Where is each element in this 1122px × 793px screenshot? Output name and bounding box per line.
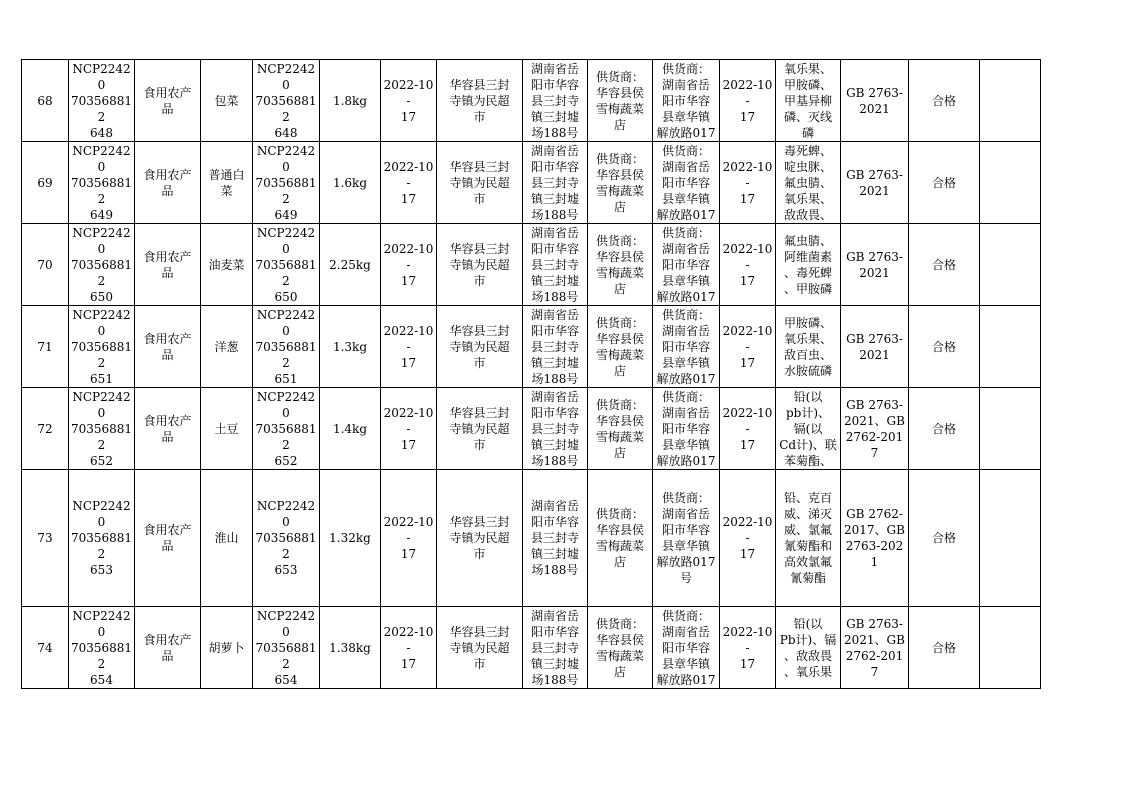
- cell-test-items: [776, 306, 841, 388]
- cell-text-date: 2022-10- 17: [383, 405, 434, 452]
- cell-sample-id: [69, 142, 135, 224]
- cell-text-standard: GB 2763- 2021: [846, 85, 903, 116]
- cell-serial-number: [22, 607, 69, 689]
- cell-production-date: [381, 306, 437, 388]
- cell-text-batch: NCP22420 703568812 652: [255, 389, 317, 468]
- cell-test-result: [909, 60, 980, 142]
- cell-specification: [320, 60, 381, 142]
- cell-text-spec: 2.25kg: [329, 257, 371, 272]
- cell-text-category: 食用农产 品: [143, 249, 192, 280]
- cell-specification: [320, 388, 381, 470]
- cell-specification: [320, 306, 381, 388]
- cell-text-standard: GB 2763- 2021: [846, 331, 903, 362]
- cell-batch-number: [253, 388, 320, 470]
- cell-text-date: 2022-10- 17: [383, 624, 434, 671]
- cell-text-supplier: 供货商： 华容县侯 雪梅蔬菜 店: [595, 233, 644, 296]
- cell-text-entity: 华容县三封 寺镇为民超 市: [449, 241, 510, 288]
- cell-batch-number: [253, 60, 320, 142]
- cell-text-sample-id: NCP22420 703568812 648: [70, 61, 133, 140]
- cell-sampled-entity: [437, 388, 523, 470]
- cell-text-sample-id: NCP22420 703568812 652: [70, 389, 133, 468]
- cell-text-batch: NCP22420 703568812 649: [255, 143, 317, 222]
- cell-text-no: 72: [37, 421, 53, 436]
- cell-text-items: 铅(以 Pb计)、镉 、敌敌畏 、氧乐果: [779, 616, 837, 679]
- cell-batch-number: [253, 142, 320, 224]
- cell-sample-name: [201, 142, 253, 224]
- cell-text-sample-id: NCP22420 703568812 653: [70, 499, 133, 577]
- cell-sampling-date: [720, 388, 776, 470]
- cell-sampled-entity: [437, 60, 523, 142]
- cell-standard: [841, 388, 909, 470]
- cell-sampled-entity: [437, 224, 523, 306]
- cell-text-standard: GB 2763- 2021: [846, 249, 903, 280]
- cell-text-items: 铅(以 pb计)、 镉(以 Cd计)、联 苯菊酯、: [779, 389, 837, 468]
- cell-text-standard: GB 2763- 2021、GB 2762-2017: [844, 397, 905, 460]
- cell-text-supplier-addr: 供货商： 湖南省岳 阳市华容 县章华镇 解放路017: [656, 143, 716, 222]
- table-row: [22, 60, 1041, 142]
- cell-text-supplier: 供货商： 华容县侯 雪梅蔬菜 店: [595, 507, 644, 569]
- cell-text-sample-date: 2022-10- 17: [722, 405, 773, 452]
- cell-text-sample-date: 2022-10- 17: [722, 159, 773, 206]
- cell-text-items: 甲胺磷、 氧乐果、 敌百虫、 水胺硫磷: [783, 315, 832, 378]
- cell-sample-name: [201, 388, 253, 470]
- cell-entity-address: [523, 388, 588, 470]
- cell-sample-id: [69, 224, 135, 306]
- cell-supplier-address: [653, 142, 720, 224]
- cell-text-no: 73: [37, 531, 53, 545]
- cell-text-date: 2022-10- 17: [383, 241, 434, 288]
- cell-sampling-date: [720, 60, 776, 142]
- cell-test-items: [776, 60, 841, 142]
- cell-text-supplier: 供货商： 华容县侯 雪梅蔬菜 店: [595, 616, 644, 679]
- cell-sample-id: [69, 470, 135, 607]
- cell-standard: [841, 224, 909, 306]
- cell-text-date: 2022-10- 17: [383, 77, 434, 124]
- cell-text-date: 2022-10- 17: [383, 159, 434, 206]
- cell-text-name: 洋葱: [214, 339, 239, 354]
- cell-text-spec: 1.4kg: [332, 421, 368, 436]
- cell-text-address: 湖南省岳 阳市华容 县三封寺 镇三封墟 场188号: [530, 143, 579, 222]
- cell-supplier-name: [588, 306, 653, 388]
- cell-sampling-date: [720, 306, 776, 388]
- cell-sampled-entity: [437, 470, 523, 607]
- cell-text-supplier-addr: 供货商： 湖南省岳 阳市华容 县章华镇 解放路017: [656, 608, 716, 687]
- cell-production-date: [381, 60, 437, 142]
- cell-text-entity: 华容县三封 寺镇为民超 市: [449, 405, 510, 452]
- cell-text-supplier-addr: 供货商： 湖南省岳 阳市华容 县章华镇 解放路017: [656, 389, 716, 468]
- cell-food-category: [135, 142, 201, 224]
- cell-sample-id: [69, 60, 135, 142]
- cell-production-date: [381, 470, 437, 607]
- table-row: [22, 142, 1041, 224]
- cell-sample-name: [201, 607, 253, 689]
- cell-text-supplier: 供货商： 华容县侯 雪梅蔬菜 店: [595, 315, 644, 378]
- cell-serial-number: [22, 388, 69, 470]
- cell-test-items: [776, 470, 841, 607]
- cell-text-spec: 1.8kg: [332, 93, 368, 108]
- cell-sample-id: [69, 306, 135, 388]
- cell-text-items: 毒死蜱、 啶虫脒、 氟虫腈、 氧乐果、 敌敌畏、: [783, 143, 832, 222]
- cell-supplier-name: [588, 388, 653, 470]
- cell-text-no: 70: [37, 257, 53, 272]
- cell-serial-number: [22, 306, 69, 388]
- table-row: [22, 388, 1041, 470]
- cell-supplier-name: [588, 224, 653, 306]
- cell-text-no: 69: [37, 175, 53, 190]
- cell-text-date: 2022-10- 17: [383, 515, 434, 561]
- cell-test-result: [909, 388, 980, 470]
- cell-text-address: 湖南省岳 阳市华容 县三封寺 镇三封墟 场188号: [530, 225, 579, 304]
- cell-text-batch: NCP22420 703568812 653: [255, 499, 317, 577]
- cell-text-address: 湖南省岳 阳市华容 县三封寺 镇三封墟 场188号: [530, 389, 579, 468]
- cell-sample-name: [201, 60, 253, 142]
- cell-text-sample-date: 2022-10- 17: [722, 241, 773, 288]
- cell-text-batch: NCP22420 703568812 648: [255, 61, 317, 140]
- cell-remark: [980, 470, 1041, 607]
- cell-serial-number: [22, 142, 69, 224]
- cell-text-supplier: 供货商： 华容县侯 雪梅蔬菜 店: [595, 69, 644, 132]
- cell-food-category: [135, 306, 201, 388]
- cell-text-items: 氧乐果、 甲胺磷、 甲基异柳 磷、灭线 磷: [783, 61, 832, 140]
- cell-text-category: 食用农产 品: [143, 331, 192, 362]
- table-row: [22, 224, 1041, 306]
- cell-supplier-address: [653, 470, 720, 607]
- cell-text-standard: GB 2763- 2021、GB 2762-2017: [844, 616, 905, 679]
- cell-text-supplier: 供货商： 华容县侯 雪梅蔬菜 店: [595, 151, 644, 214]
- cell-supplier-name: [588, 470, 653, 607]
- cell-production-date: [381, 607, 437, 689]
- cell-text-category: 食用农产 品: [143, 632, 192, 663]
- cell-text-entity: 华容县三封 寺镇为民超 市: [449, 624, 510, 671]
- cell-test-result: [909, 306, 980, 388]
- cell-supplier-name: [588, 60, 653, 142]
- cell-text-name: 普通白 菜: [208, 167, 245, 198]
- cell-remark: [980, 306, 1041, 388]
- cell-sampled-entity: [437, 142, 523, 224]
- cell-text-result: 合格: [931, 93, 956, 108]
- cell-sample-id: [69, 388, 135, 470]
- cell-standard: [841, 142, 909, 224]
- cell-text-supplier-addr: 供货商： 湖南省岳 阳市华容 县章华镇 解放路017: [656, 61, 716, 140]
- cell-batch-number: [253, 607, 320, 689]
- cell-text-supplier: 供货商： 华容县侯 雪梅蔬菜 店: [595, 397, 644, 460]
- cell-specification: [320, 142, 381, 224]
- cell-text-result: 合格: [931, 175, 956, 190]
- cell-text-sample-id: NCP22420 703568812 649: [70, 143, 133, 222]
- cell-sample-name: [201, 306, 253, 388]
- cell-batch-number: [253, 470, 320, 607]
- cell-text-standard: GB 2762- 2017、GB 2763-2021: [844, 507, 905, 569]
- cell-text-category: 食用农产 品: [143, 85, 192, 116]
- cell-text-result: 合格: [931, 421, 956, 436]
- cell-text-supplier-addr: 供货商： 湖南省岳 阳市华容 县章华镇 解放路017: [656, 225, 716, 304]
- cell-standard: [841, 60, 909, 142]
- cell-text-name: 淮山: [214, 531, 239, 545]
- cell-test-result: [909, 470, 980, 607]
- table-row: [22, 470, 1041, 607]
- cell-text-batch: NCP22420 703568812 654: [255, 608, 317, 687]
- cell-text-items: 氟虫腈、 阿维菌素 、毒死蜱 、甲胺磷: [783, 233, 832, 296]
- cell-remark: [980, 60, 1041, 142]
- cell-text-supplier-addr: 供货商： 湖南省岳 阳市华容 县章华镇 解放路017 号: [656, 491, 716, 585]
- cell-text-entity: 华容县三封 寺镇为民超 市: [449, 159, 510, 206]
- cell-sample-id: [69, 607, 135, 689]
- cell-test-items: [776, 142, 841, 224]
- cell-text-batch: NCP22420 703568812 651: [255, 307, 317, 386]
- cell-text-entity: 华容县三封 寺镇为民超 市: [449, 323, 510, 370]
- cell-text-supplier-addr: 供货商： 湖南省岳 阳市华容 县章华镇 解放路017: [656, 307, 716, 386]
- cell-text-result: 合格: [931, 339, 956, 354]
- cell-sampling-date: [720, 142, 776, 224]
- cell-sampled-entity: [437, 607, 523, 689]
- cell-text-name: 土豆: [214, 421, 239, 436]
- cell-text-spec: 1.32kg: [329, 531, 371, 545]
- cell-text-result: 合格: [931, 531, 956, 545]
- cell-test-result: [909, 224, 980, 306]
- cell-text-items: 铅、克百 威、涕灭 威、氯氟 氰菊酯和 高效氯氟 氰菊酯: [783, 491, 832, 585]
- cell-text-address: 湖南省岳 阳市华容 县三封寺 镇三封墟 场188号: [530, 307, 579, 386]
- cell-text-spec: 1.6kg: [332, 175, 368, 190]
- cell-production-date: [381, 224, 437, 306]
- cell-text-date: 2022-10- 17: [383, 323, 434, 370]
- cell-text-no: 74: [37, 640, 53, 655]
- cell-entity-address: [523, 224, 588, 306]
- cell-standard: [841, 306, 909, 388]
- cell-test-result: [909, 607, 980, 689]
- cell-text-no: 68: [37, 93, 53, 108]
- table-row: [22, 607, 1041, 689]
- cell-test-result: [909, 142, 980, 224]
- cell-test-items: [776, 388, 841, 470]
- cell-test-items: [776, 224, 841, 306]
- cell-batch-number: [253, 224, 320, 306]
- cell-test-items: [776, 607, 841, 689]
- cell-text-address: 湖南省岳 阳市华容 县三封寺 镇三封墟 场188号: [530, 608, 579, 687]
- cell-text-standard: GB 2763- 2021: [846, 167, 903, 198]
- cell-sample-name: [201, 470, 253, 607]
- table-body: [22, 60, 1041, 689]
- cell-text-sample-date: 2022-10- 17: [722, 323, 773, 370]
- cell-entity-address: [523, 306, 588, 388]
- cell-remark: [980, 388, 1041, 470]
- cell-production-date: [381, 142, 437, 224]
- cell-text-category: 食用农产 品: [143, 167, 192, 198]
- cell-supplier-address: [653, 388, 720, 470]
- cell-supplier-name: [588, 607, 653, 689]
- cell-sampled-entity: [437, 306, 523, 388]
- cell-specification: [320, 470, 381, 607]
- cell-remark: [980, 142, 1041, 224]
- cell-remark: [980, 224, 1041, 306]
- cell-sample-name: [201, 224, 253, 306]
- cell-food-category: [135, 470, 201, 607]
- cell-supplier-address: [653, 306, 720, 388]
- cell-text-entity: 华容县三封 寺镇为民超 市: [449, 77, 510, 124]
- cell-serial-number: [22, 60, 69, 142]
- cell-text-category: 食用农产 品: [143, 413, 192, 444]
- cell-food-category: [135, 60, 201, 142]
- cell-text-result: 合格: [931, 257, 956, 272]
- cell-text-sample-date: 2022-10- 17: [722, 624, 773, 671]
- cell-specification: [320, 224, 381, 306]
- cell-food-category: [135, 607, 201, 689]
- cell-text-entity: 华容县三封 寺镇为民超 市: [449, 515, 510, 561]
- cell-sampling-date: [720, 470, 776, 607]
- cell-supplier-name: [588, 142, 653, 224]
- cell-text-name: 油麦菜: [208, 257, 245, 272]
- cell-entity-address: [523, 607, 588, 689]
- inspection-results-table: [21, 59, 1041, 689]
- cell-text-sample-date: 2022-10- 17: [722, 77, 773, 124]
- cell-sampling-date: [720, 224, 776, 306]
- cell-food-category: [135, 388, 201, 470]
- cell-text-address: 湖南省岳 阳市华容 县三封寺 镇三封墟 场188号: [530, 499, 579, 577]
- cell-specification: [320, 607, 381, 689]
- cell-standard: [841, 470, 909, 607]
- cell-remark: [980, 607, 1041, 689]
- cell-food-category: [135, 224, 201, 306]
- cell-text-spec: 1.3kg: [332, 339, 368, 354]
- cell-text-name: 胡萝卜: [208, 640, 245, 655]
- cell-text-result: 合格: [931, 640, 956, 655]
- cell-serial-number: [22, 470, 69, 607]
- cell-text-sample-id: NCP22420 703568812 654: [70, 608, 133, 687]
- cell-production-date: [381, 388, 437, 470]
- cell-text-sample-date: 2022-10- 17: [722, 515, 773, 561]
- cell-text-batch: NCP22420 703568812 650: [255, 225, 317, 304]
- cell-text-sample-id: NCP22420 703568812 651: [70, 307, 133, 386]
- cell-batch-number: [253, 306, 320, 388]
- cell-supplier-address: [653, 60, 720, 142]
- cell-sampling-date: [720, 607, 776, 689]
- cell-supplier-address: [653, 607, 720, 689]
- cell-text-spec: 1.38kg: [329, 640, 371, 655]
- cell-text-no: 71: [37, 339, 53, 354]
- cell-text-category: 食用农产 品: [143, 523, 192, 553]
- cell-entity-address: [523, 60, 588, 142]
- cell-text-address: 湖南省岳 阳市华容 县三封寺 镇三封墟 场188号: [530, 61, 579, 140]
- cell-supplier-address: [653, 224, 720, 306]
- cell-serial-number: [22, 224, 69, 306]
- cell-text-sample-id: NCP22420 703568812 650: [70, 225, 133, 304]
- cell-entity-address: [523, 142, 588, 224]
- table-row: [22, 306, 1041, 388]
- cell-entity-address: [523, 470, 588, 607]
- cell-text-name: 包菜: [214, 93, 239, 108]
- cell-standard: [841, 607, 909, 689]
